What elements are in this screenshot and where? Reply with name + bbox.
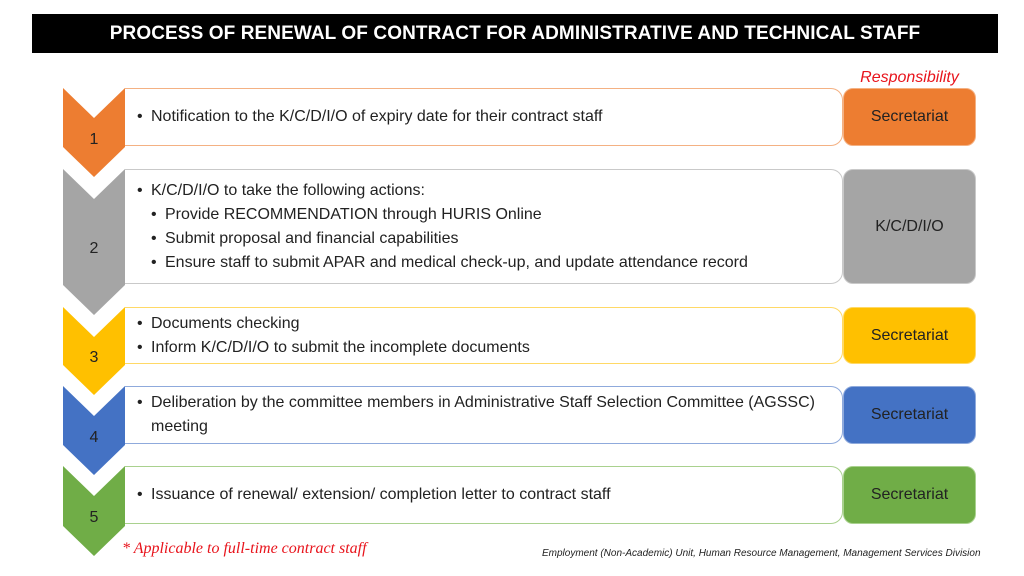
step-bullet: • Documents checking — [137, 312, 832, 336]
responsibility-box: Secretariat — [843, 386, 976, 444]
step-description-box — [125, 169, 843, 284]
responsibility-box: K/C/D/I/O — [843, 169, 976, 284]
step-chevron — [63, 169, 125, 315]
step-chevron — [63, 386, 125, 475]
step-chevron — [63, 307, 125, 395]
step-number: 5 — [89, 509, 99, 526]
responsibility-box: Secretariat — [843, 466, 976, 524]
step-description-box — [125, 466, 843, 524]
footer-credit: Employment (Non-Academic) Unit, Human Resource Management, Management Services Division — [542, 548, 981, 559]
responsibility-header: Responsibility — [860, 69, 959, 86]
step-bullet: • K/C/D/I/O to take the following actions: — [137, 179, 832, 203]
step-sub-bullet: • Provide RECOMMENDATION through HURIS Online — [151, 203, 832, 227]
step-description-box — [125, 88, 843, 146]
step-chevron — [63, 88, 125, 177]
slide-title: PROCESS OF RENEWAL OF CONTRACT FOR ADMINISTRATIVE AND TECHNICAL STAFF — [32, 14, 998, 53]
step-bullet: • Issuance of renewal/ extension/ completion letter to contract staff — [137, 483, 832, 507]
step-chevron — [63, 466, 125, 556]
step-sub-bullet: • Ensure staff to submit APAR and medical check-up, and update attendance record — [151, 251, 832, 275]
step-number: 1 — [89, 130, 99, 148]
step-number: 3 — [89, 349, 99, 366]
step-bullet: • Notification to the K/C/D/I/O of expiry date for their contract staff — [137, 105, 832, 129]
applicability-note: * Applicable to full-time contract staff — [122, 540, 367, 557]
step-bullet: • Inform K/C/D/I/O to submit the incomplete documents — [137, 336, 832, 360]
step-description-box — [125, 386, 843, 444]
step-number: 2 — [89, 240, 99, 257]
step-sub-bullet: • Submit proposal and financial capabilities — [151, 227, 832, 251]
responsibility-box: Secretariat — [843, 88, 976, 146]
responsibility-box: Secretariat — [843, 307, 976, 364]
step-bullet: • Deliberation by the committee members in Administrative Staff Selection Committee (AGSSC) meeting — [137, 391, 832, 439]
step-description-box — [125, 307, 843, 364]
step-number: 4 — [89, 428, 99, 446]
